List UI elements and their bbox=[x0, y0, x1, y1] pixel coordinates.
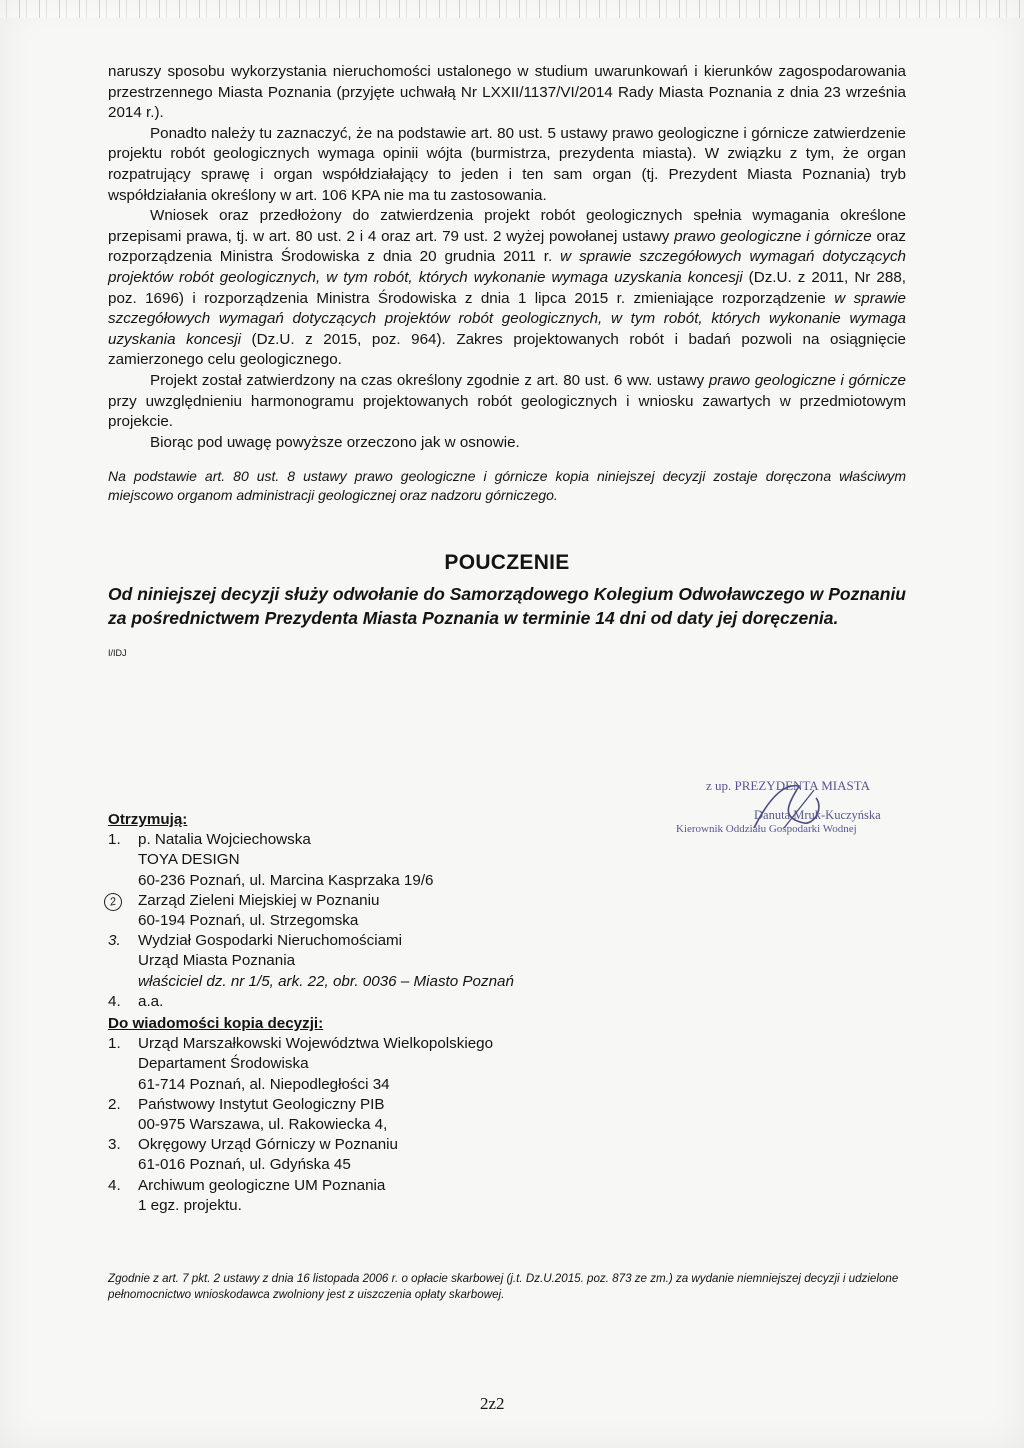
list-item: 4. a.a. bbox=[108, 992, 164, 1010]
document-body bbox=[108, 62, 906, 658]
distribution-lists bbox=[108, 808, 668, 1216]
page-number: 2z2 bbox=[480, 1394, 505, 1413]
list-item: 3. Okręgowy Urząd Górniczy w Poznaniu 61-016 Poznań, ul. Gdyńska 45 bbox=[108, 1136, 398, 1174]
appeal-instruction: Od niniejszej decyzji służy odwołanie do Samorządowego Kolegium Odwoławczego w Poznaniu za pośrednictwem Prezydenta Miasta Poznania w terminie 14 dni od daty jej doręczenia. bbox=[108, 584, 906, 628]
copies-header: Do wiadomości kopia decyzji: bbox=[108, 1015, 324, 1033]
paragraph-conclusion: Biorąc pod uwagę powyższe orzeczono jak w osnowie. bbox=[150, 433, 520, 451]
signatory-title: Kierownik Oddziału Gospodarki Wodnej bbox=[676, 823, 857, 835]
list-item: 2 Zarząd Zieleni Miejskiej w Poznaniu 60-194 Poznań, ul. Strzegomska bbox=[108, 891, 668, 931]
paragraph-legal-requirements: Wniosek oraz przedłożony do zatwierdzenia projekt robót geologicznych spełnia wymagania określone przepisami prawa, tj. w art. 80 ust. 2 i 4 oraz art. 79 ust. 2 wyżej powołanej ustawy prawo geologiczne i górnicze oraz rozporządzenia Ministra Środowiska z dnia 20 grudnia 2011 r. w sprawie szczegółowych wymagań dotyczących projektów robót geologicznych, w tym robót, których wykonanie wymaga uzyskania koncesji (Dz.U. z 2011, Nr 288, poz. 1696) i rozporządzenia Ministra Środowiska z dnia 1 lipca 2015 r. zmieniające rozporządzenie w sprawie szczegółowych wymagań dotyczących projektów robót geologicznych, w tym robót, których wykonanie wymaga uzyskania koncesji (Dz.U. z 2015, poz. 964). Zakres projektowanych robót i badań pozwoli na osiągnięcie zamierzonego celu geologicznego. bbox=[108, 207, 907, 369]
list-item: 1. p. Natalia Wojciechowska TOYA DESIGN 60-236 Poznań, ul. Marcina Kasprzaka 19/6 bbox=[108, 831, 434, 889]
scan-edge-artifact bbox=[0, 0, 1024, 18]
stamp-duty-footnote: Zgodnie z art. 7 pkt. 2 ustawy z dnia 16 listopada 2006 r. o opłacie skarbowej (j.t. Dz.U.2015. poz. 873 ze zm.) za wydanie niemniejszej decyzji i udzielone pełnomocnictwo wnioskodawca zwolniony jest z uiszczenia opłaty skarbowej. bbox=[108, 1272, 899, 1301]
list-item: 2. Państwowy Instytut Geologiczny PIB 00-975 Warszawa, ul. Rakowiecka 4, bbox=[108, 1095, 388, 1134]
list-item: 1. Urząd Marszałkowski Województwa Wielkopolskiego Departament Środowiska 61-714 Poznań, al. Niepodległości 34 bbox=[108, 1035, 494, 1093]
list-item: 3. Wydział Gospodarki Nieruchomościami Urząd Miasta Poznania właściciel dz. nr 1/5, ark. 22, obr. 0036 – Miasto Poznań bbox=[108, 932, 514, 990]
signatory-name: Danuta Mruk-Kuczyńska bbox=[754, 808, 881, 822]
section-heading-pouczenie: POUCZENIE bbox=[444, 551, 570, 575]
paragraph-approval-period: Projekt został zatwierdzony na czas określony zgodnie z art. 80 ust. 6 ww. ustawy prawo geologiczne i górnicze przy uwzględnieniu harmonogramu projektowanych robót geologicznych i wniosku zawartych w przedmiotowym projekcie. bbox=[108, 371, 906, 431]
copy-delivery-note: Na podstawie art. 80 ust. 8 ustawy prawo geologiczne i górnicze kopia niniejszej decyzji zostaje doręczona właściwym miejscowo organom administracji geologicznej oraz nadzoru górniczego. bbox=[108, 468, 906, 504]
handwritten-signature-icon bbox=[744, 778, 834, 838]
recipients-header: Otrzymują: bbox=[108, 811, 188, 828]
signature-authority: z up. PREZYDENTA MIASTA bbox=[706, 778, 871, 793]
list-item: 4. Archiwum geologiczne UM Poznania 1 egz. projektu. bbox=[108, 1176, 386, 1214]
paragraph-study-conformity: naruszy sposobu wykorzystania nieruchomości ustalonego w studium uwarunkowań i kierunków zagospodarowania przestrzennego Miasta Poznania (przyjęte uchwałą Nr LXXII/1137/VI/2014 Rady Miasta Poznania z dnia 23 września 2014 r.). bbox=[108, 63, 906, 122]
circled-number: 2 bbox=[102, 891, 123, 912]
paragraph-opinion-requirement: Ponadto należy tu zaznaczyć, że na podstawie art. 80 ust. 5 ustawy prawo geologiczne i górnicze zatwierdzenie projektu robót geologicznych wymaga opinii wójta (burmistrza, prezydenta miasta). W związku z tym, że organ rozpatrujący sprawę i organ współdziałający to jeden i ten sam organ (tj. Prezydent Miasta Poznania) tryb współdziałania określony w art. 106 KPA nie ma tu zastosowania. bbox=[108, 124, 906, 204]
author-initials: I/IDJ bbox=[108, 648, 127, 659]
